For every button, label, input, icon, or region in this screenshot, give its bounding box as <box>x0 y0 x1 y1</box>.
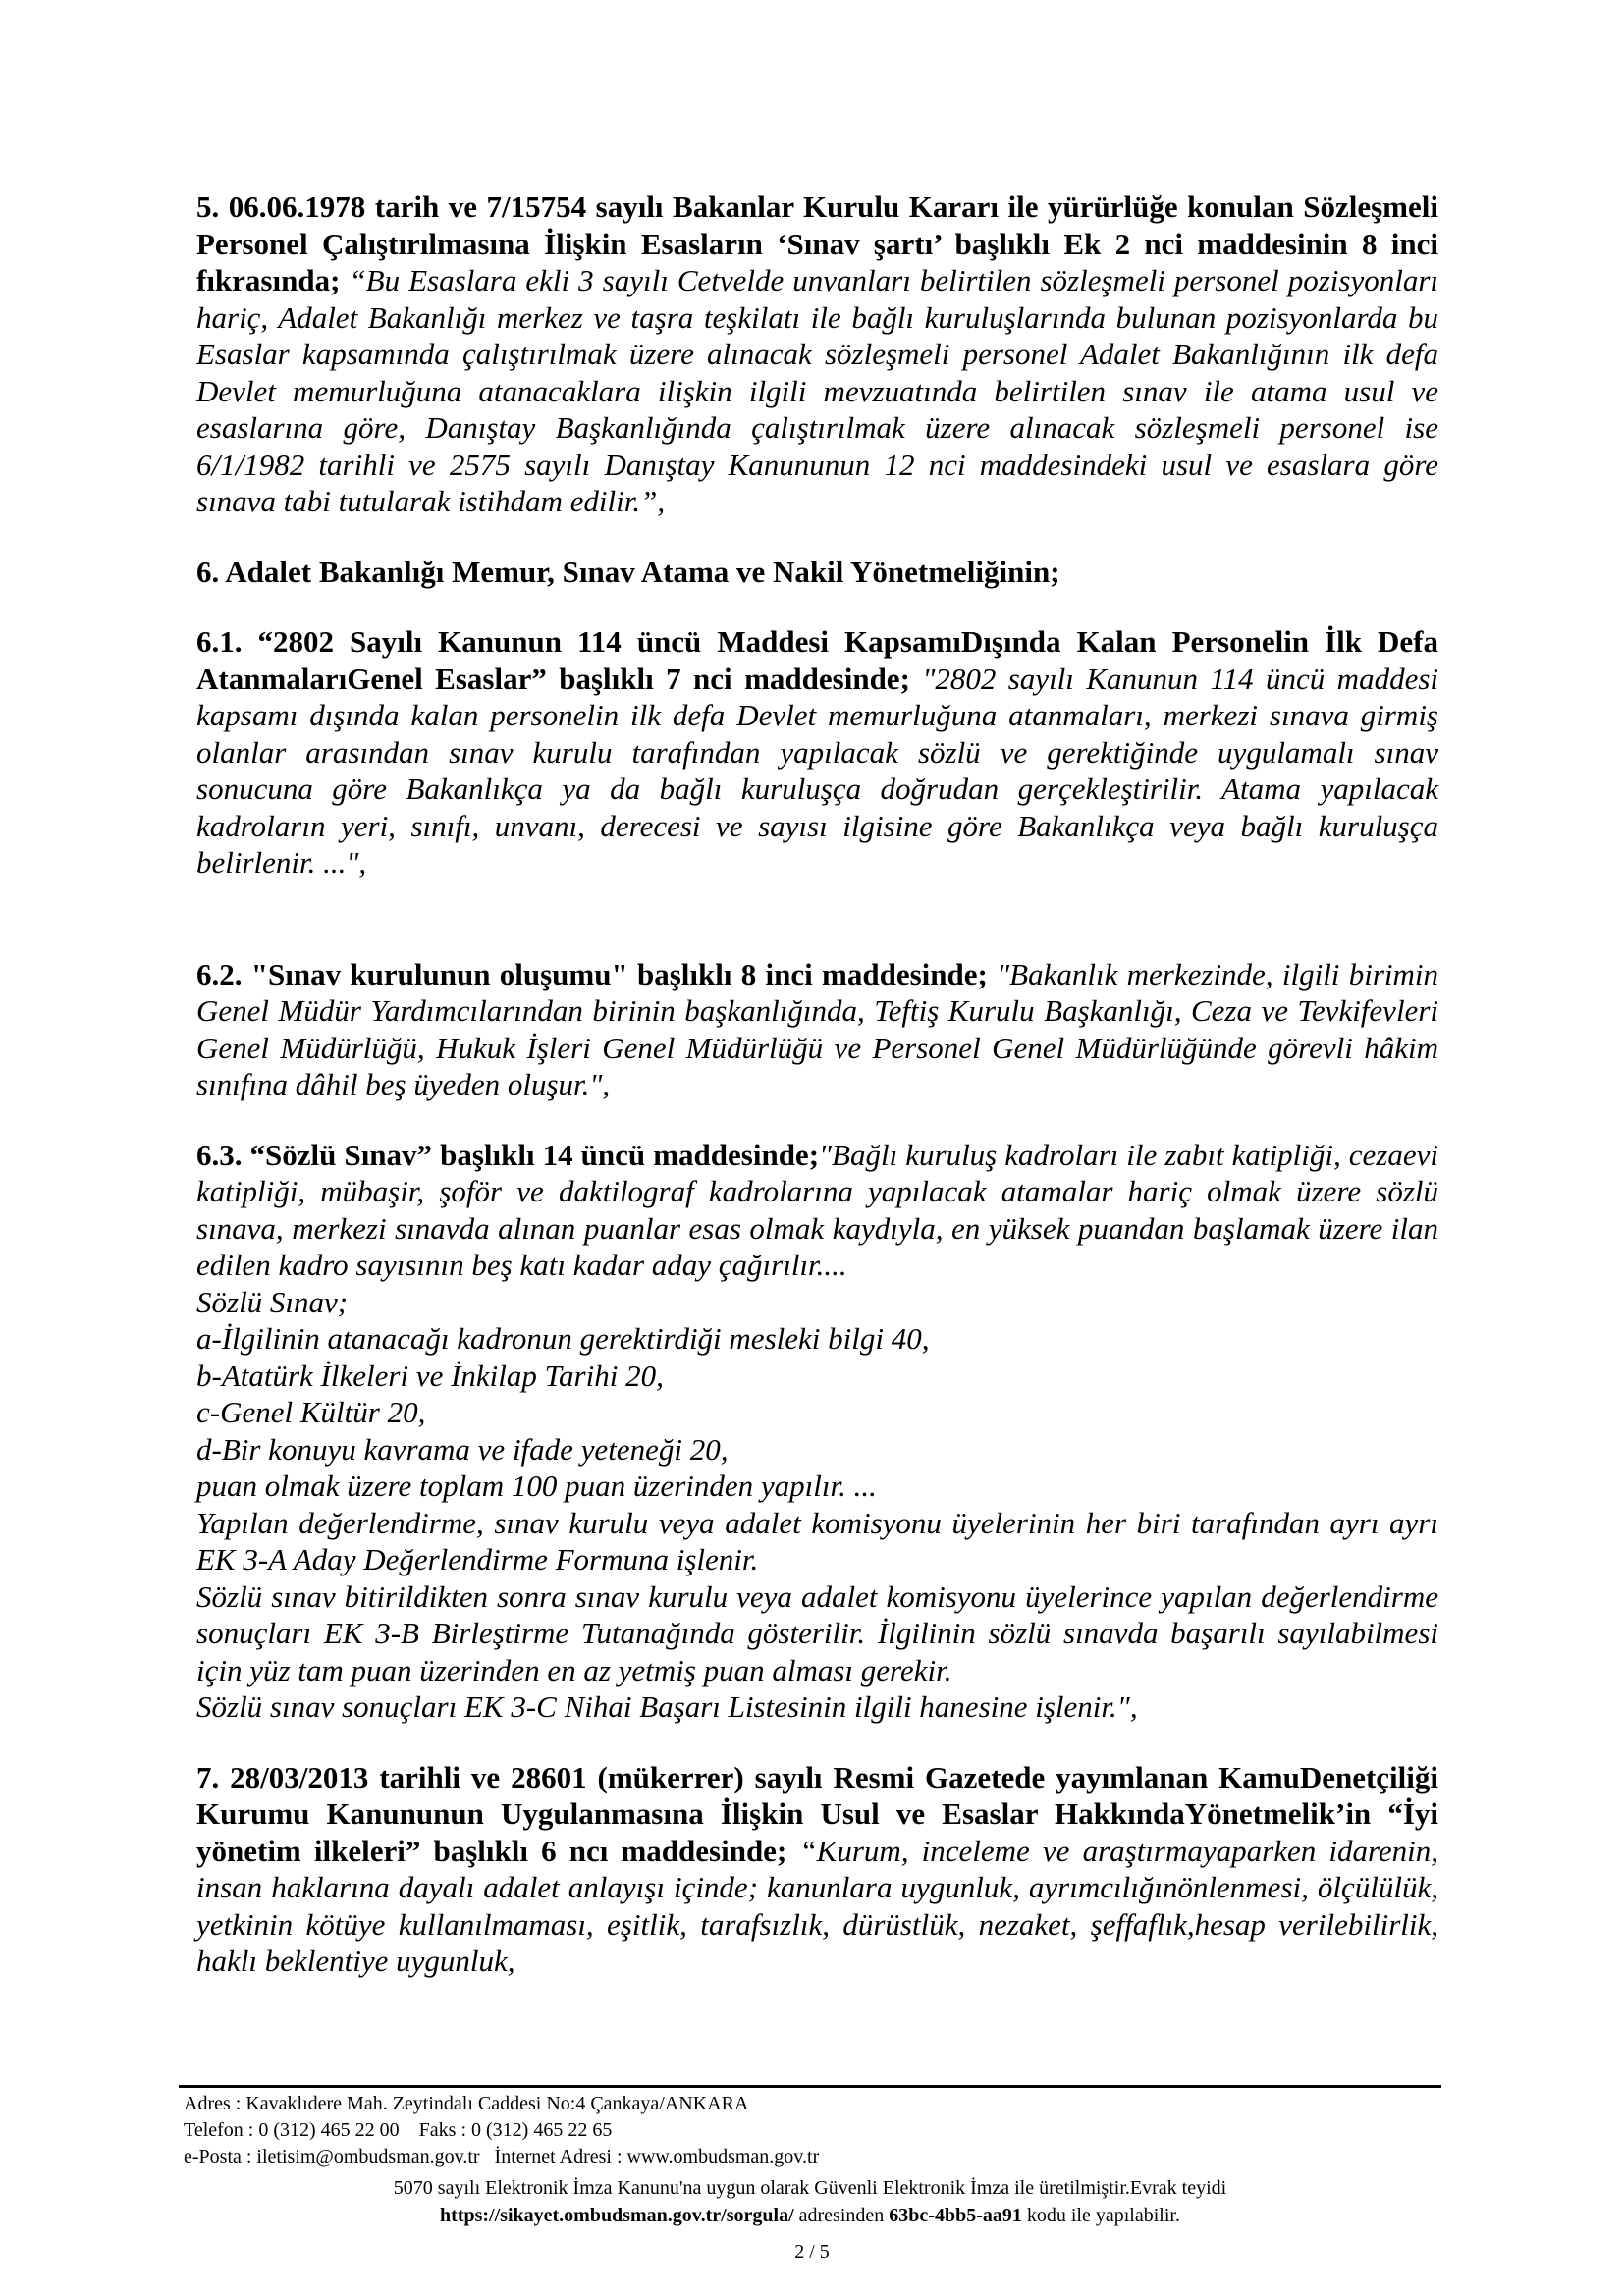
footer-contact-block <box>184 2091 1264 2170</box>
paragraph-6-2-lead: 6.2. "Sınav kurulunun oluşumu" başlıklı 8 inci maddesinde; <box>196 956 998 991</box>
verify-url[interactable]: https://sikayet.ombudsman.gov.tr/sorgula/ <box>440 2205 794 2226</box>
paragraph-6-3-results: Sözlü sınav bitirildikten sonra sınav kurulu veya adalet komisyonu üyelerince yapılan değerlendirme sonuçları EK 3-B Birleştirme Tutanağında gösterilir. İlgilinin sözlü sınavda başarılı sayılabilmesi için yüz tam puan üzerinden en az yetmiş puan alması gerekir. <box>196 1578 1438 1687</box>
paragraph-6-1-quote: "2802 sayılı Kanunun 114 üncü maddesi kapsamı dışında kalan personelin ilk defa Devlet memurluğuna atanmaları, merkezi sınava girmiş olanlar arasından sınav kurulu tarafından yapılacak sözlü ve gerektiğinde uygulamalı sınav sonucuna göre Bakanlıkça ya da bağlı kuruluşça doğrudan gerçekleştirilir. Atama yapılacak kadroların yeri, sınıfı, unvanı, derecesi ve sayısı ilgisine göre Bakanlıkça veya bağlı kuruluşça belirlenir. ...", <box>196 661 1439 880</box>
spacer <box>196 1726 1438 1759</box>
paragraph-6-heading: 6. Adalet Bakanlığı Memur, Sınav Atama ve Nakil Yönetmeliğinin; <box>196 554 1060 589</box>
paragraph-6-2 <box>196 956 1438 1103</box>
paragraph-6-3-lead: 6.3. “Sözlü Sınav” başlıklı 14 üncü maddesinde; <box>196 1137 820 1172</box>
paragraph-5-quote: “Bu Esaslara ekli 3 sayılı Cetvelde unvanları belirtilen sözleşmeli personel pozisyonları hariç, Adalet Bakanlığı merkez ve taşra teşkilatı ile bağlı kuruluşlarında bulunan pozisyonlarda bu Esaslar kapsamında çalıştırılmak üzere alınacak sözleşmeli personel Adalet Bakanlığının ilk defa Devlet memurluğuna atanacaklara ilişkin ilgili mevzuatında belirtilen sınav ile atama usul ve esaslarına göre, Danıştay Başkanlığında çalıştırılmak üzere alınacak sözleşmeli personel ise 6/1/1982 tarihli ve 2575 sayılı Danıştay Kanununun 12 nci maddesindeki usul ve esaslara göre sınava tabi tutularak istihdam edilir.”, <box>196 263 1438 518</box>
verify-text: adresinden <box>793 2205 890 2226</box>
spacer <box>196 590 1438 623</box>
spacer <box>196 1103 1438 1137</box>
footer-phone: Telefon : 0 (312) 465 22 00 Faks : 0 (312) 465 22 65 <box>184 2119 613 2141</box>
document-body <box>196 188 1438 1980</box>
oral-exam-line: d-Bir konuyu kavrama ve ifade yeteneği 20, <box>196 1431 729 1467</box>
spacer <box>196 881 1438 956</box>
paragraph-6-3-evaluation: Yapılan değerlendirme, sınav kurulu veya adalet komisyonu üyelerinin her biri tarafından ayrı ayrı EK 3-A Aday Değerlendirme Formuna işlenir. <box>196 1505 1438 1576</box>
oral-exam-line: Sözlü Sınav; <box>196 1284 349 1319</box>
footer-contact: e-Posta : iletisim@ombudsman.gov.tr İnternet Adresi : www.ombudsman.gov.tr <box>184 2146 820 2167</box>
verify-code: 63bc-4bb5-aa91 <box>889 2205 1022 2226</box>
footer-signature-note: 5070 sayılı Elektronik İmza Kanunu'na uygun olarak Güvenli Elektronik İmza ile üretilmiştir.Evrak teyidi <box>393 2177 1227 2199</box>
paragraph-5 <box>196 188 1438 520</box>
page-number: 2 / 5 <box>794 2241 830 2263</box>
footer-signature-block <box>179 2174 1441 2229</box>
footer-divider <box>179 2085 1441 2088</box>
oral-exam-line: b-Atatürk İlkeleri ve İnkilap Tarihi 20, <box>196 1358 664 1393</box>
paragraph-7 <box>196 1759 1438 1980</box>
paragraph-5-lead: 5. 06.06.1978 tarih ve 7/15754 sayılı Bakanlar Kurulu Kararı ile yürürlüğe konulan Sözleşmeli Personel Çalıştırılmasına İlişkin Esasların ‘Sınav şartı’ başlıklı Ek 2 nci maddesinin 8 inci fıkrasında; <box>196 189 1438 297</box>
paragraph-7-lead: 7. 28/03/2013 tarihli ve 28601 (mükerrer) sayılı Resmi Gazetede yayımlanan KamuDenetçiliği Kurumu Kanununun Uygulanmasına İlişkin Usul ve Esaslar HakkındaYönetmelik’in “İyi yönetim ilkeleri” başlıklı 6 ncı maddesinde; <box>196 1759 1438 1868</box>
oral-exam-line: c-Genel Kültür 20, <box>196 1395 426 1429</box>
paragraph-6-3-final: Sözlü sınav sonuçları EK 3-C Nihai Başarı Listesinin ilgili hanesine işlenir.", <box>196 1689 1138 1724</box>
spacer <box>196 520 1438 554</box>
paragraph-6-3 <box>196 1137 1438 1284</box>
oral-exam-line: puan olmak üzere toplam 100 puan üzerinden yapılır. ... <box>196 1468 877 1503</box>
paragraph-6-1-lead: 6.1. “2802 Sayılı Kanunun 114 üncü Maddesi KapsamıDışında Kalan Personelin İlk Defa AtanmalarıGenel Esaslar” başlıklı 7 nci maddesinde; <box>196 624 1438 696</box>
verify-text-end: kodu ile yapılabilir. <box>1021 2205 1180 2226</box>
oral-exam-line: a-İlgilinin atanacağı kadronun gerektirdiği mesleki bilgi 40, <box>196 1321 930 1356</box>
footer-address: Adres : Kavaklıdere Mah. Zeytindalı Caddesi No:4 Çankaya/ANKARA <box>184 2093 749 2114</box>
paragraph-6-1 <box>196 623 1438 881</box>
paragraph-6-3-quote: "Bağlı kuruluş kadroları ile zabıt katipliği, cezaevi katipliği, mübaşir, şoför ve daktilograf kadrolarına yapılacak atamalar hariç olmak üzere sözlü sınava, merkezi sınavda alınan puanlar esas olmak kaydıyla, en yüksek puandan başlamak üzere ilan edilen kadro sayısının beş katı kadar aday çağırılır.... <box>196 1137 1438 1282</box>
paragraph-6-2-quote: "Bakanlık merkezinde, ilgili birimin Genel Müdür Yardımcılarından birinin başkanlığında, Teftiş Kurulu Başkanlığı, Ceza ve Tevkifevleri Genel Müdürlüğü, Hukuk İşleri Genel Müdürlüğü ve Personel Genel Müdürlüğünde görevli hâkim sınıfına dâhil beş üyeden oluşur.", <box>196 956 1438 1101</box>
footer-verify-line <box>179 2202 1441 2229</box>
paragraph-7-quote: “Kurum, inceleme ve araştırmayaparken idarenin, insan haklarına dayalı adalet anlayışı içinde; kanunlara uygunluk, ayrımcılığınönlenmesi, ölçülülük, yetkinin kötüye kullanılmaması, eşitlik, tarafsızlık, dürüstlük, nezaket, şeffaflık,hesap verilebilirlik, haklı beklentiye uygunluk, <box>196 1833 1438 1978</box>
